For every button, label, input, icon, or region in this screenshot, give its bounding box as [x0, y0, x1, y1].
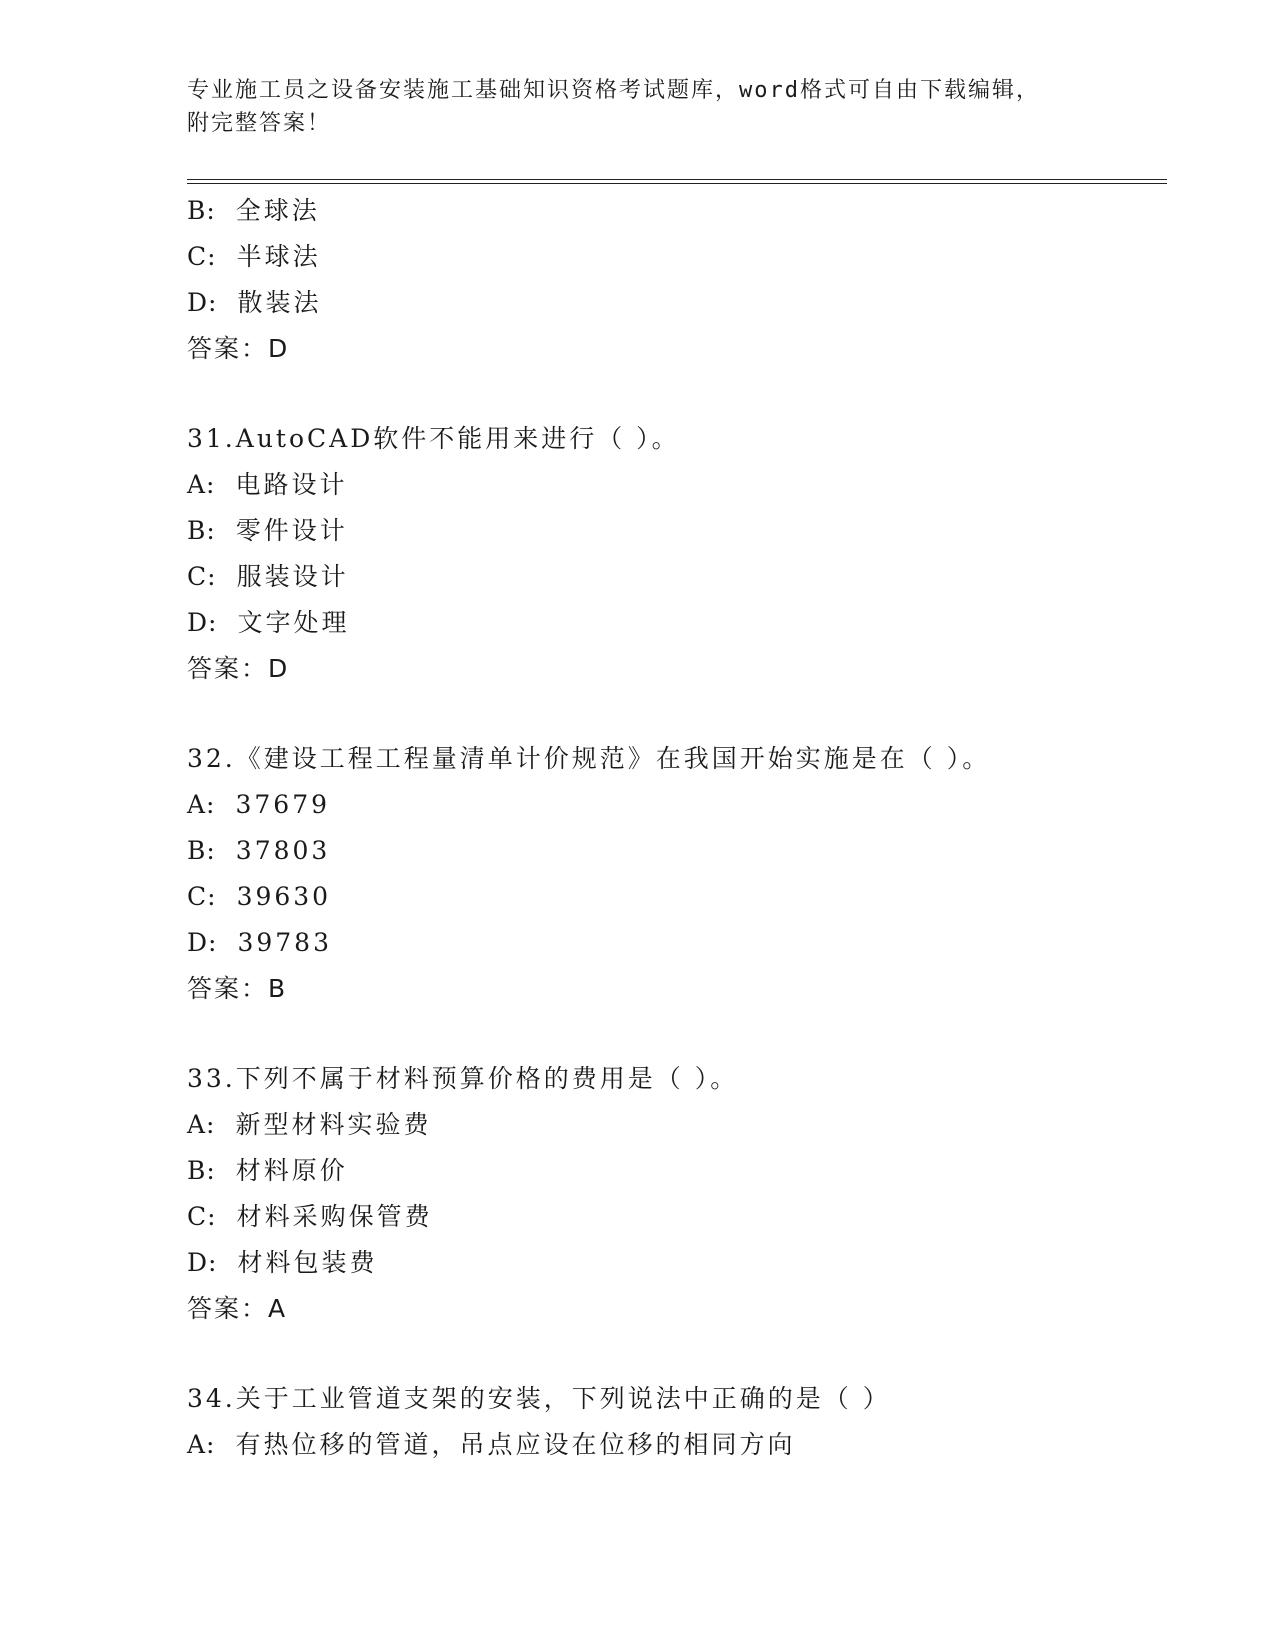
- option-label: D:: [187, 288, 218, 317]
- option-text: 39783: [237, 928, 332, 957]
- option-text: 39630: [236, 882, 332, 911]
- option-label: D:: [187, 1248, 218, 1277]
- option-label: B:: [187, 516, 216, 545]
- answer-line: 答案：A: [187, 1294, 288, 1323]
- header-divider-top: [187, 179, 1167, 180]
- option-label: A:: [187, 1110, 216, 1139]
- option-label: B:: [187, 836, 216, 865]
- question-block-34: [187, 1376, 1167, 1468]
- option-row: [187, 554, 1167, 600]
- option-label: C:: [187, 1202, 217, 1231]
- option-row: [187, 1240, 1167, 1286]
- option-text: 电路设计: [235, 470, 348, 499]
- question-block-32: [187, 736, 1167, 1012]
- option-row: [187, 508, 1167, 554]
- option-text: 半球法: [236, 242, 321, 271]
- option-label: B:: [187, 1156, 216, 1185]
- option-text: 材料采购保管费: [236, 1202, 433, 1231]
- option-text: 零件设计: [235, 516, 348, 545]
- option-text: 服装设计: [236, 562, 349, 591]
- header-divider-bottom: [187, 183, 1167, 184]
- option-row: [187, 600, 1167, 646]
- option-text: 37679: [235, 790, 331, 819]
- question-stem: 34.关于工业管道支架的安装，下列说法中正确的是（ ）: [187, 1384, 891, 1413]
- option-text: 材料包装费: [237, 1248, 378, 1277]
- option-label: A:: [187, 470, 216, 499]
- question-block-30-continued: [187, 188, 1167, 372]
- option-text: 文字处理: [237, 608, 350, 637]
- option-text: 全球法: [235, 196, 320, 225]
- answer-line: 答案：D: [187, 654, 290, 683]
- option-row: [187, 920, 1167, 966]
- document-header: [187, 74, 1087, 140]
- option-row: [187, 462, 1167, 508]
- option-row: [187, 280, 1167, 326]
- option-text: 散装法: [237, 288, 322, 317]
- option-label: D:: [187, 928, 218, 957]
- option-text: 新型材料实验费: [235, 1110, 432, 1139]
- header-title-line-2: 附完整答案！: [187, 111, 332, 136]
- option-label: A:: [187, 1430, 216, 1459]
- header-title-line-1: 专业施工员之设备安装施工基础知识资格考试题库，word格式可自由下载编辑，: [187, 78, 1040, 103]
- option-text: 材料原价: [235, 1156, 348, 1185]
- option-row: [187, 234, 1167, 280]
- option-row: [187, 1194, 1167, 1240]
- question-block-31: [187, 416, 1167, 692]
- option-row: [187, 828, 1167, 874]
- option-label: B:: [187, 196, 216, 225]
- question-block-33: [187, 1056, 1167, 1332]
- answer-line: 答案：D: [187, 334, 290, 363]
- option-text: 有热位移的管道，吊点应设在位移的相同方向: [235, 1430, 796, 1459]
- option-label: D:: [187, 608, 218, 637]
- option-row: [187, 874, 1167, 920]
- question-stem: 32.《建设工程工程量清单计价规范》在我国开始实施是在（ ）。: [187, 744, 991, 773]
- option-text: 37803: [235, 836, 331, 865]
- option-row: [187, 782, 1167, 828]
- question-stem: 33.下列不属于材料预算价格的费用是（ ）。: [187, 1064, 739, 1093]
- option-row: [187, 188, 1167, 234]
- option-label: C:: [187, 882, 217, 911]
- option-label: A:: [187, 790, 216, 819]
- option-row: [187, 1102, 1167, 1148]
- option-row: [187, 1422, 1167, 1468]
- answer-line: 答案：B: [187, 974, 288, 1003]
- question-list: [187, 188, 1167, 1468]
- option-label: C:: [187, 562, 217, 591]
- option-label: C:: [187, 242, 217, 271]
- question-stem: 31.AutoCAD软件不能用来进行（ ）。: [187, 424, 680, 453]
- option-row: [187, 1148, 1167, 1194]
- document-page: [187, 0, 1167, 1650]
